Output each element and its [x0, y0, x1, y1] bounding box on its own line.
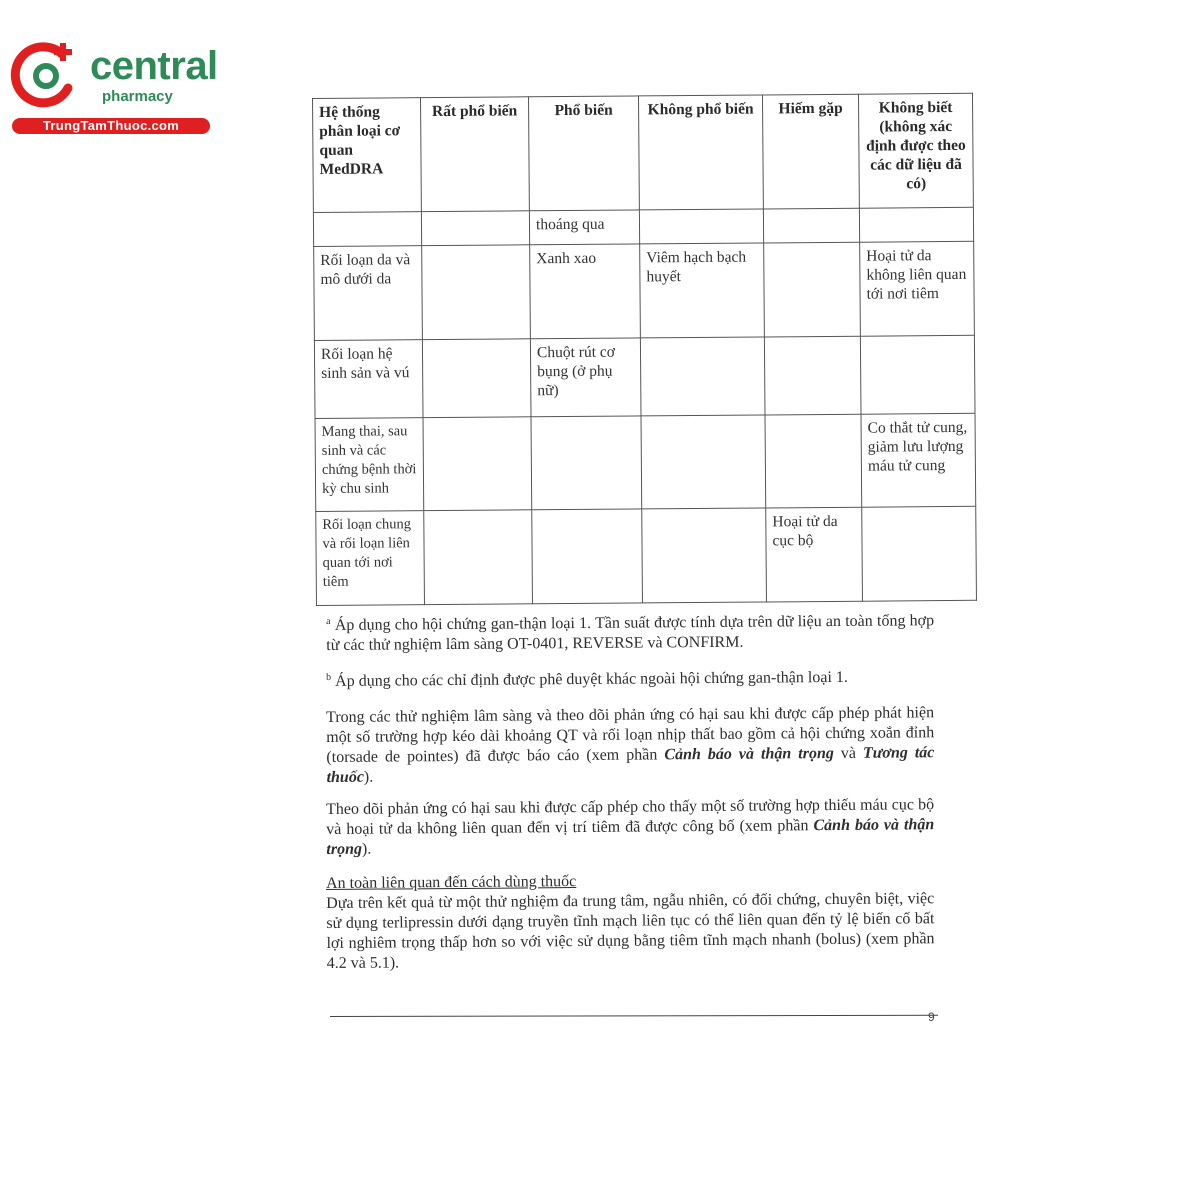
table-cell — [639, 209, 763, 244]
brand-name: central — [90, 44, 218, 88]
section-administration-safety — [326, 869, 935, 974]
table-row — [314, 241, 975, 340]
table-row — [314, 335, 975, 418]
header-very-common: Rất phổ biến — [421, 97, 530, 212]
table-cell: Chuột rút cơ bụng (ở phụ nữ) — [530, 338, 641, 417]
footer-divider — [330, 1015, 938, 1017]
header-common: Phổ biến — [528, 96, 639, 211]
header-rare: Hiếm gặp — [762, 94, 859, 209]
table-cell: Xanh xao — [530, 244, 641, 339]
table-row — [313, 207, 973, 246]
table-cell — [421, 211, 529, 246]
section-reference: Cảnh báo và thận trọng — [664, 745, 834, 764]
table-cell: Viêm hạch bạch huyết — [640, 243, 765, 338]
table-cell — [641, 415, 766, 509]
table-cell: Rối loạn da và mô dưới da — [314, 246, 423, 341]
brand-subtitle: pharmacy — [102, 88, 173, 105]
table-cell — [313, 212, 421, 247]
table-cell — [424, 510, 533, 605]
section-text: Dựa trên kết quả từ một thử nghiệm đa trung tâm, ngẫu nhiên, có đối chứng, chuyên biệt, việc sử dụng terlipressin dưới dạng truyền tĩnh mạch liên tục có thể liên quan đến tỷ lệ biến cố bất lợi nghiêm trọng thấp hơn so với việc sử dụng bằng tiêm tĩnh mạch nhanh (bolus) (xem phần 4.2 và 5.1). — [326, 890, 935, 972]
section-heading: An toàn liên quan đến cách dùng thuốc — [326, 873, 577, 892]
table-cell: thoáng qua — [529, 210, 639, 245]
footnote-b-text: Áp dụng cho các chỉ định được phê duyệt khác ngoài hội chứng gan-thận loại 1. — [335, 668, 848, 690]
paragraph-text: và — [833, 744, 864, 763]
table-cell — [862, 506, 977, 601]
table-cell — [765, 414, 862, 508]
paragraph-text: Theo dõi phản ứng có hại sau khi được cấp phép cho thấy một số trường hợp thiếu máu cục bộ và hoại tử da không liên quan đến vị trí tiêm đã được công bố (xem phần — [326, 796, 935, 838]
table-cell — [859, 207, 973, 242]
paragraph-text: ). — [361, 840, 372, 858]
section-reference: Cảnh báo và thận trọng — [326, 816, 935, 858]
table-cell — [763, 208, 859, 243]
table-cell — [422, 245, 531, 340]
footnote-b-mark: b — [326, 671, 332, 683]
adverse-reactions-table — [312, 93, 976, 606]
table-cell — [422, 339, 531, 418]
header-uncommon: Không phổ biến — [638, 95, 763, 210]
header-organ-class: Hệ thống phân loại cơ quan MedDRA — [313, 98, 422, 213]
table-cell — [531, 416, 642, 510]
paragraph-qt-prolongation — [326, 703, 935, 788]
paragraph-text: Trong các thử nghiệm lâm sàng và theo dõi phản ứng có hại sau khi được cấp phép phát hiện một số trường hợp kéo dài khoảng QT và rối loạn nhịp thất bao gồm cả hội chứng xoắn đỉnh (torsade de pointes) đã được báo cáo (xem phần — [326, 704, 935, 766]
brand-website-banner: TrungTamThuoc.com — [12, 118, 210, 134]
table-cell: Co thắt tử cung, giảm lưu lượng máu tử cung — [861, 413, 976, 507]
footnote-b — [326, 663, 934, 692]
table-cell — [642, 508, 767, 603]
footnote-a — [326, 607, 934, 656]
paragraph-text: ). — [363, 768, 374, 786]
table-cell: Hoại tử da cục bộ — [766, 507, 863, 602]
table-cell — [764, 336, 861, 415]
table-cell — [423, 417, 532, 511]
table-cell: Rối loạn chung và rối loạn liên quan tới nơi tiêm — [316, 511, 425, 606]
table-cell — [532, 509, 643, 604]
footnote-a-text: Áp dụng cho hội chứng gan-thận loại 1. Tần suất được tính dựa trên dữ liệu an toàn tổng hợp từ các thử nghiệm lâm sàng OT-0401, REVERSE và CONFIRM. — [326, 612, 935, 654]
paragraph-ischemia — [326, 795, 934, 860]
table-cell: Rối loạn hệ sinh sản và vú — [314, 340, 423, 419]
table-cell — [640, 337, 765, 416]
table-row — [315, 413, 976, 511]
table-cell: Hoại tử da không liên quan tới nơi tiêm — [860, 241, 975, 336]
header-unknown: Không biết (không xác định được theo các dữ liệu đã có) — [858, 93, 973, 208]
page-number: 9 — [928, 1010, 935, 1024]
table-cell — [764, 242, 861, 337]
table-header-row — [313, 93, 974, 212]
table-row — [316, 506, 977, 605]
section-reference: Tương tác thuốc — [326, 744, 935, 786]
table-cell: Mang thai, sau sinh và các chứng bệnh thời kỳ chu sinh — [315, 418, 424, 512]
footnote-a-mark: a — [326, 615, 331, 627]
table-cell — [860, 335, 975, 414]
